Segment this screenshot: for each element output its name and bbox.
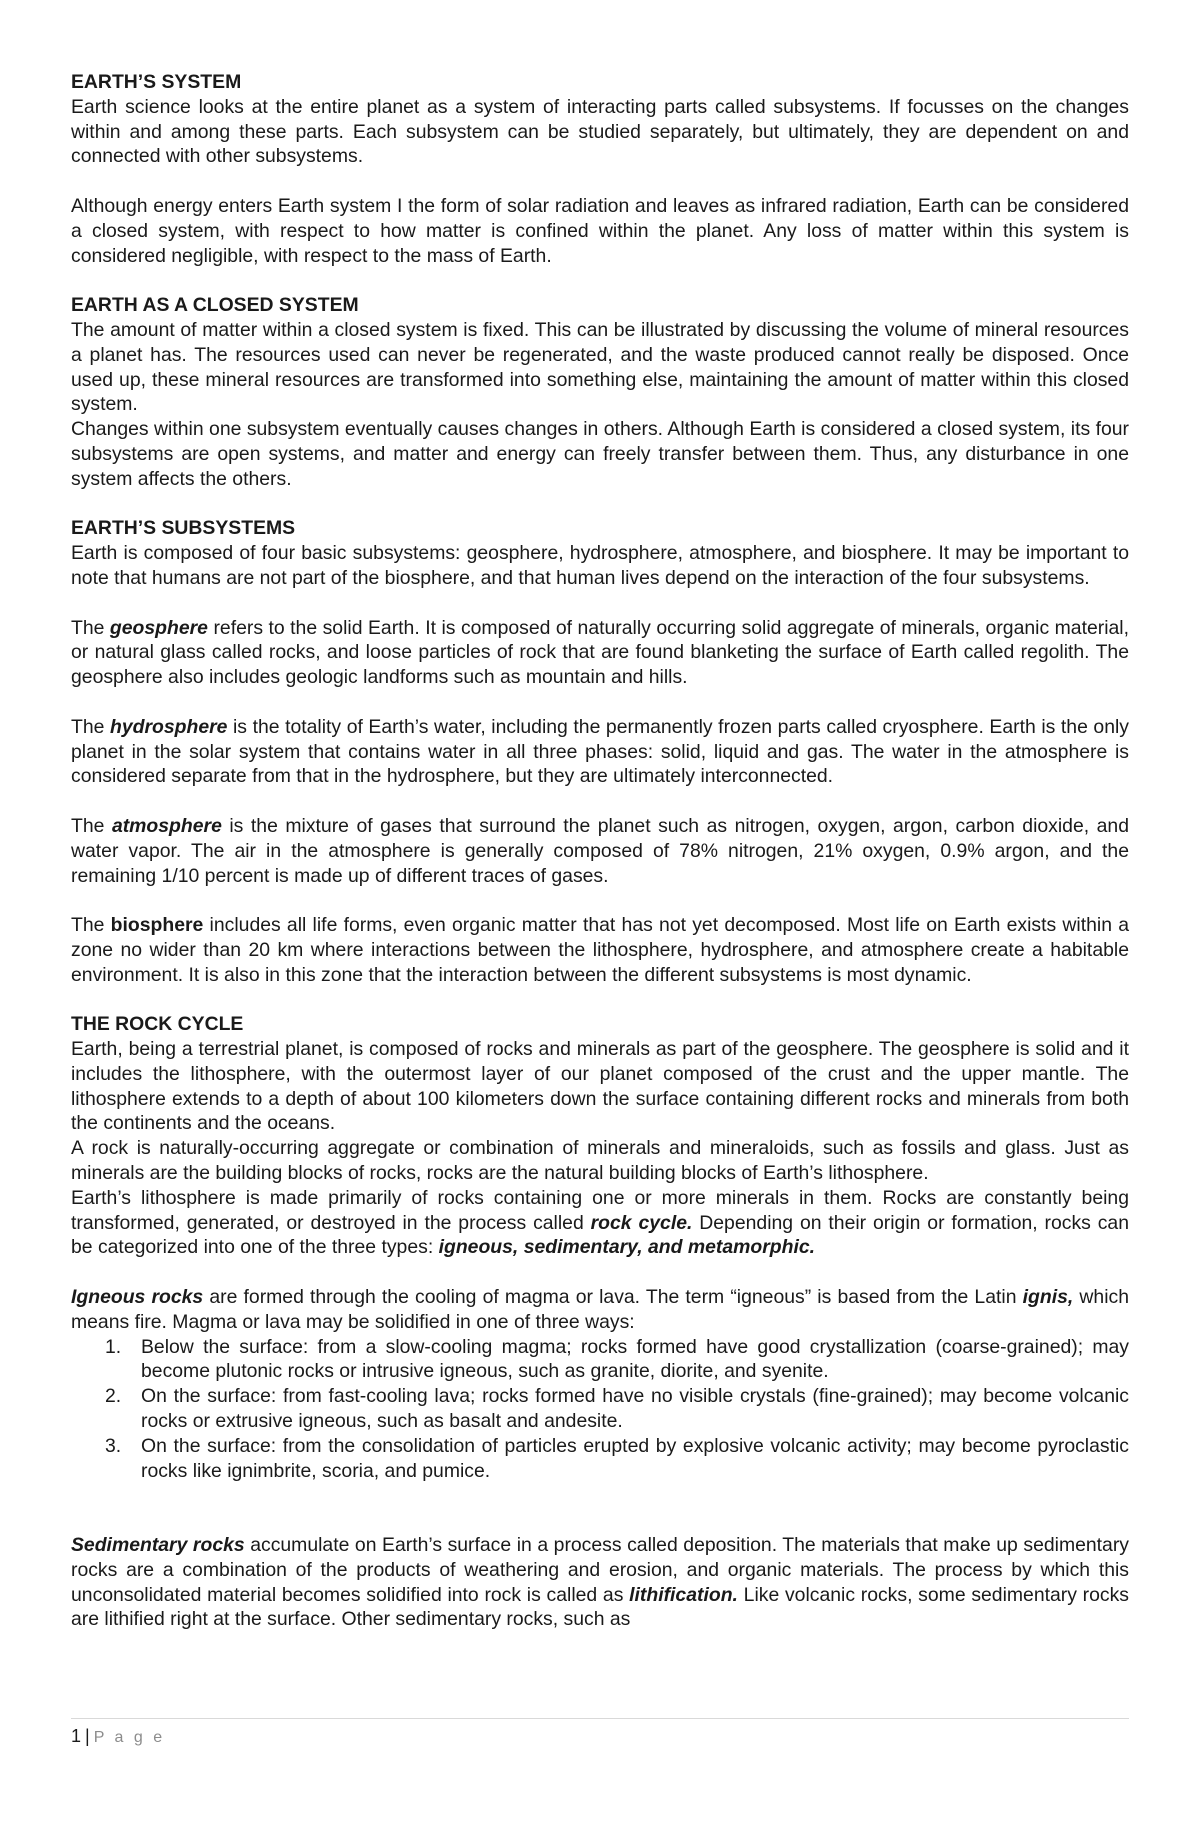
term-sedimentary-rocks: Sedimentary rocks [71, 1534, 245, 1557]
paragraph-earths-system-1: Earth science looks at the entire planet as a system of interacting parts called subsystems. If focusses on the changes within and among these parts. Each subsystem can be studied separately, but ultimately, they are dependent on and connected with other subsystems. [71, 95, 1129, 168]
term-geosphere: geosphere [109, 616, 208, 639]
list-item: 1. Below the surface: from a slow-cooling magma; rocks formed have good crystallization (coarse-grained); may become plutonic rocks or intrusive igneous, such as granite, diorite, and syenite. [105, 1335, 1129, 1383]
paragraph-hydrosphere: The hydrosphere is the totality of Earth’s water, including the permanently frozen parts called cryosphere. Earth is the only planet in the solar system that contains water in all three phases: solid, liquid and gas. The water in the atmosphere is considered separate from that in the hydrosphere, but they are ultimately interconnected. [71, 715, 1129, 788]
igneous-ways-list [71, 1335, 1129, 1484]
heading-rock-cycle: THE ROCK CYCLE [71, 1013, 244, 1036]
heading-earths-system: EARTH’S SYSTEM [71, 71, 242, 93]
heading-closed-system: EARTH AS A CLOSED SYSTEM [71, 294, 359, 317]
paragraph-atmosphere: The atmosphere is the mixture of gases that surround the planet such as nitrogen, oxygen, argon, carbon dioxide, and water vapor. The air in the atmosphere is generally composed of 78% nitrogen, 21% oxygen, 0.9% argon, and the remaining 1/10 percent is made up of different traces of gases. [71, 814, 1129, 887]
page-label: P a g e [93, 1729, 166, 1746]
list-item: 3. On the surface: from the consolidation of particles erupted by explosive volcanic activity; may become pyroclastic rocks like ignimbrite, scoria, and pumice. [105, 1434, 1129, 1482]
term-rock-cycle: rock cycle. [590, 1211, 693, 1234]
term-rock-types: igneous, sedimentary, and metamorphic. [438, 1236, 816, 1259]
paragraph-sedimentary: Sedimentary rocks accumulate on Earth’s surface in a process called deposition. The materials that make up sedimentary rocks are a combination of the products of weathering and erosion, and organic materials. The process by which this unconsolidated material becomes solidified into rock is called as lithification. Like volcanic rocks, some sedimentary rocks are lithified right at the surface. Other sedimentary rocks, such as [71, 1534, 1129, 1631]
page-footer [71, 1718, 1129, 1747]
footer-separator: | [85, 1726, 90, 1746]
term-biosphere: biosphere [110, 914, 204, 937]
term-ignis: ignis, [1022, 1286, 1074, 1309]
list-item: 2. On the surface: from fast-cooling lava; rocks formed have no visible crystals (fine-grained); may become volcanic rocks or extrusive igneous, such as basalt and andesite. [105, 1385, 1129, 1433]
paragraph-earths-system-2: Although energy enters Earth system I the form of solar radiation and leaves as infrared radiation, Earth can be considered a closed system, with respect to how matter is confined within the planet. Any loss of matter within this system is considered negligible, with respect to the mass of Earth. [71, 194, 1129, 267]
paragraph-rock-cycle-1: Earth, being a terrestrial planet, is composed of rocks and minerals as part of the geosphere. The geosphere is solid and it includes the lithosphere, with the outermost layer of our planet composed of the crust and the upper mantle. The lithosphere extends to a depth of about 100 kilometers down the surface containing different rocks and minerals from both the continents and the oceans. [71, 1038, 1129, 1135]
paragraph-igneous: Igneous rocks are formed through the cooling of magma or lava. The term “igneous” is based from the Latin ignis, which means fire. Magma or lava may be solidified in one of three ways: [71, 1286, 1129, 1333]
paragraph-subsystems-intro: Earth is composed of four basic subsystems: geosphere, hydrosphere, atmosphere, and biosphere. It may be important to note that humans are not part of the biosphere, and that human lives depend on the interaction of the four subsystems. [71, 542, 1129, 589]
paragraph-geosphere: The geosphere refers to the solid Earth. It is composed of naturally occurring solid aggregate of minerals, organic material, or natural glass called rocks, and loose particles of rock that are found blanketing the surface of Earth called regolith. The geosphere also includes geologic landforms such as mountain and hills. [71, 616, 1129, 689]
term-igneous-rocks: Igneous rocks [71, 1286, 204, 1309]
heading-subsystems: EARTH’S SUBSYSTEMS [71, 517, 296, 540]
paragraph-closed-system-2: Changes within one subsystem eventually causes changes in others. Although Earth is considered a closed system, its four subsystems are open systems, and matter and energy can freely transfer between them. Thus, any disturbance in one system affects the others. [71, 418, 1129, 490]
paragraph-rock-cycle-2: A rock is naturally-occurring aggregate or combination of minerals and mineraloids, such as fossils and glass. Just as minerals are the building blocks of rocks, rocks are the natural building blocks of Earth’s lithosphere. [71, 1137, 1129, 1185]
paragraph-biosphere: The biosphere includes all life forms, even organic matter that has not yet decomposed. Most life on Earth exists within a zone no wider than 20 km where interactions between the lithosphere, hydrosphere, and atmosphere create a habitable environment. It is also in this zone that the interaction between the different subsystems is most dynamic. [71, 914, 1129, 986]
paragraph-closed-system-1: The amount of matter within a closed system is fixed. This can be illustrated by discussing the volume of mineral resources a planet has. The resources used can never be regenerated, and the waste produced cannot really be disposed. Once used up, these mineral resources are transformed into something else, maintaining the amount of matter within this closed system. [71, 318, 1129, 416]
paragraph-rock-cycle-3: Earth’s lithosphere is made primarily of rocks containing one or more minerals in them. Rocks are constantly being transformed, generated, or destroyed in the process called rock cycle. Depending on their origin or formation, rocks can be categorized into one of the three types: igneous, sedimentary, and metamorphic. [71, 1186, 1130, 1259]
document-page [71, 70, 1129, 1632]
term-hydrosphere: hydrosphere [109, 715, 228, 738]
term-lithification: lithification. [629, 1583, 738, 1606]
page-number: 1 [71, 1726, 82, 1746]
term-atmosphere: atmosphere [111, 814, 222, 837]
